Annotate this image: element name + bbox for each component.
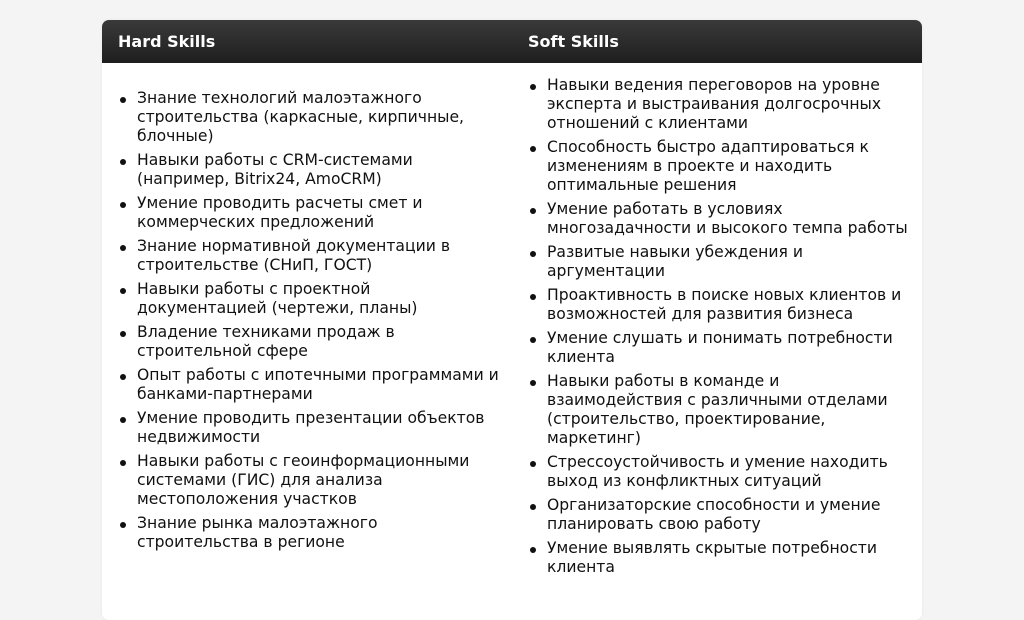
soft-skills-cell [512,63,922,582]
soft-skills-list [528,63,912,582]
list-item: Владение техниками продаж в строительной сфере [118,323,502,361]
list-item: Навыки работы с CRM-системами (например, Bitrix24, AmoCRM) [118,151,502,189]
list-item: Организаторские способности и умение планировать свою работу [528,496,912,534]
list-item: Умение проводить расчеты смет и коммерческих предложений [118,194,502,232]
hard-skills-list [118,89,502,557]
list-item: Опыт работы с ипотечными программами и банками-партнерами [118,366,502,404]
list-item: Знание нормативной документации в строительстве (СНиП, ГОСТ) [118,237,502,275]
list-item: Умение выявлять скрытые потребности клиента [528,539,912,577]
list-item: Стрессоустойчивость и умение находить выход из конфликтных ситуаций [528,453,912,491]
list-item: Умение слушать и понимать потребности клиента [528,329,912,367]
list-item: Знание технологий малоэтажного строительства (каркасные, кирпичные, блочные) [118,89,502,146]
list-item: Навыки ведения переговоров на уровне эксперта и выстраивания долгосрочных отношений с клиентами [528,76,912,133]
list-item: Развитые навыки убеждения и аргументации [528,243,912,281]
soft-skills-header: Soft Skills [528,32,619,51]
hard-skills-header: Hard Skills [118,32,216,51]
list-item: Способность быстро адаптироваться к изменениям в проекте и находить оптимальные решения [528,138,912,195]
list-item: Навыки работы с геоинформационными системами (ГИС) для анализа местоположения участков [118,452,502,509]
list-item: Навыки работы в команде и взаимодействия с различными отделами (строительство, проектирование, маркетинг) [528,372,912,448]
hard-skills-cell [102,63,512,582]
list-item: Знание рынка малоэтажного строительства в регионе [118,514,502,552]
skills-table [102,20,922,620]
list-item: Проактивность в поиске новых клиентов и возможностей для развития бизнеса [528,286,912,324]
list-item: Навыки работы с проектной документацией (чертежи, планы) [118,280,502,318]
table-header [102,20,922,63]
list-item: Умение работать в условиях многозадачности и высокого темпа работы [528,200,912,238]
table-body [102,63,922,582]
list-item: Умение проводить презентации объектов недвижимости [118,409,502,447]
